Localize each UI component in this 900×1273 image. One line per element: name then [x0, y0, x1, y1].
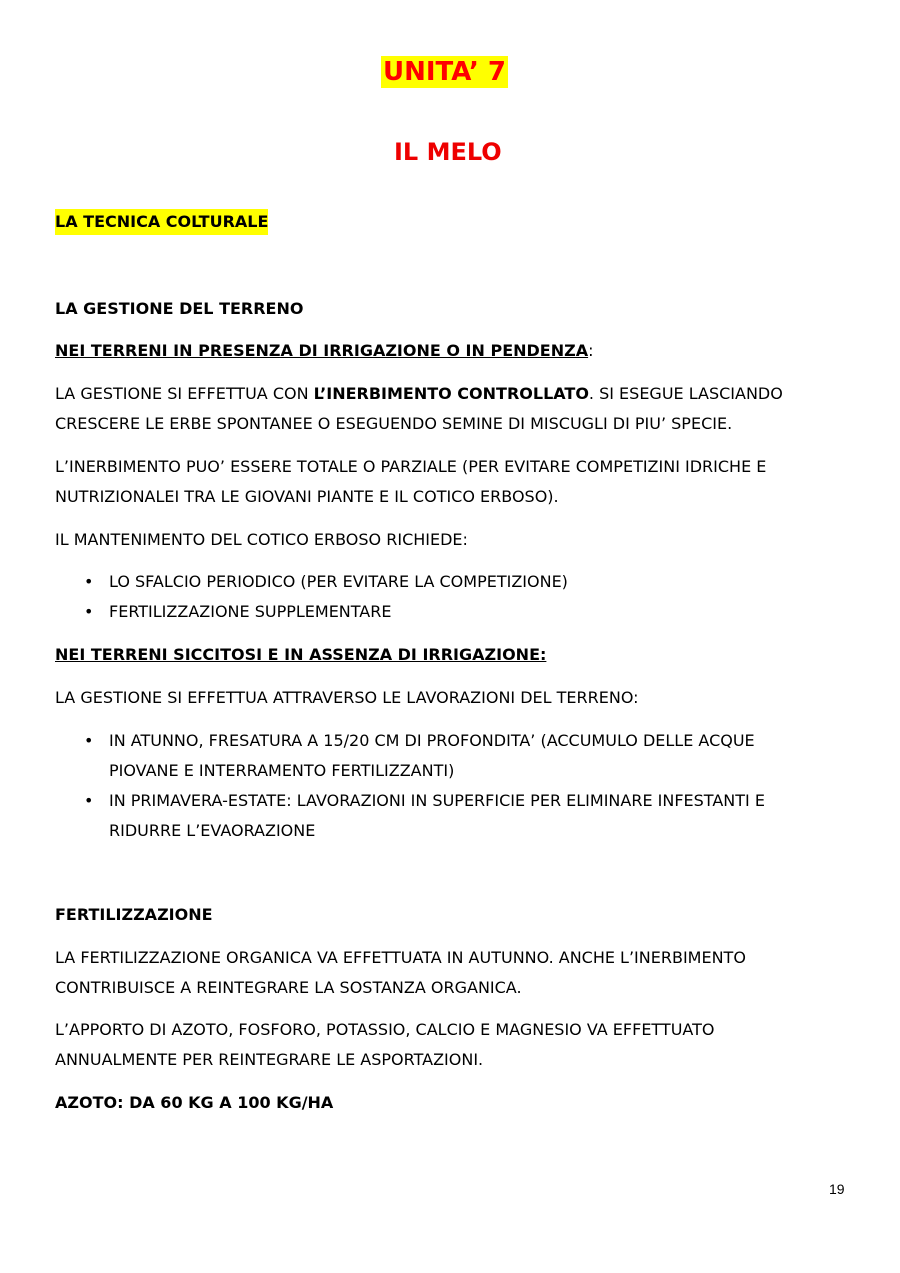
irrigazione-subheading [55, 336, 593, 366]
list-item: FERTILIZZAZIONE SUPPLEMENTARE [109, 602, 392, 621]
gestione-paragraph-2-line-2: NUTRIZIONALEI TRA LE GIOVANI PIANTE E IL COTICO ERBOSO). [55, 487, 559, 506]
list-item-continuation: PIOVANE E INTERRAMENTO FERTILIZZANTI) [109, 761, 455, 780]
page-number: 19 [829, 1181, 845, 1197]
irrigazione-subheading-text: NEI TERRENI IN PRESENZA DI IRRIGAZIONE O IN PENDENZA [55, 341, 589, 360]
page-subtitle: IL MELO [394, 138, 502, 166]
azoto-dose: AZOTO: DA 60 KG A 100 KG/HA [55, 1093, 334, 1112]
page-title: UNITA’ 7 [383, 57, 507, 87]
gestione-paragraph-2: L’INERBIMENTO PUO’ ESSERE TOTALE O PARZIALE (PER EVITARE COMPETIZINI IDRICHE E [55, 457, 767, 476]
irrigazione-subheading-colon: : [588, 341, 594, 360]
paragraph-text: . SI ESEGUE LASCIANDO [588, 384, 783, 403]
gestione-paragraph-4: LA GESTIONE SI EFFETTUA ATTRAVERSO LE LAVORAZIONI DEL TERRENO: [55, 688, 639, 707]
list-item: IN PRIMAVERA-ESTATE: LAVORAZIONI IN SUPERFICIE PER ELIMINARE INFESTANTI E [109, 791, 765, 810]
list-item-continuation: RIDURRE L’EVAORAZIONE [109, 821, 316, 840]
fertilizzazione-heading: FERTILIZZAZIONE [55, 905, 213, 924]
paragraph-text: LA GESTIONE SI EFFETTUA CON [55, 384, 314, 403]
bullet-icon: • [84, 791, 94, 810]
bullet-icon: • [84, 602, 94, 621]
bullet-icon: • [84, 731, 94, 750]
list-item: IN ATUNNO, FRESATURA A 15/20 CM DI PROFONDITA’ (ACCUMULO DELLE ACQUE [109, 731, 755, 750]
bullet-icon: • [84, 572, 94, 591]
list-item: LO SFALCIO PERIODICO (PER EVITARE LA COMPETIZIONE) [109, 572, 568, 591]
gestione-paragraph-1-line-2: CRESCERE LE ERBE SPONTANEE O ESEGUENDO SEMINE DI MISCUGLI DI PIU’ SPECIE. [55, 414, 733, 433]
fertilizzazione-paragraph-1-line-2: CONTRIBUISCE A REINTEGRARE LA SOSTANZA ORGANICA. [55, 978, 522, 997]
fertilizzazione-paragraph-2: L’APPORTO DI AZOTO, FOSFORO, POTASSIO, CALCIO E MAGNESIO VA EFFETTUATO [55, 1020, 715, 1039]
gestione-paragraph-1 [55, 379, 783, 409]
gestione-paragraph-3: IL MANTENIMENTO DEL COTICO ERBOSO RICHIEDE: [55, 530, 468, 549]
gestione-heading: LA GESTIONE DEL TERRENO [55, 299, 304, 318]
fertilizzazione-paragraph-2-line-2: ANNUALMENTE PER REINTEGRARE LE ASPORTAZIONI. [55, 1050, 484, 1069]
paragraph-bold-text: L’INERBIMENTO CONTROLLATO [313, 384, 589, 403]
siccitosi-subheading: NEI TERRENI SICCITOSI E IN ASSENZA DI IRRIGAZIONE: [55, 645, 547, 664]
fertilizzazione-paragraph-1: LA FERTILIZZAZIONE ORGANICA VA EFFETTUATA IN AUTUNNO. ANCHE L’INERBIMENTO [55, 948, 746, 967]
section-heading: LA TECNICA COLTURALE [55, 209, 268, 235]
